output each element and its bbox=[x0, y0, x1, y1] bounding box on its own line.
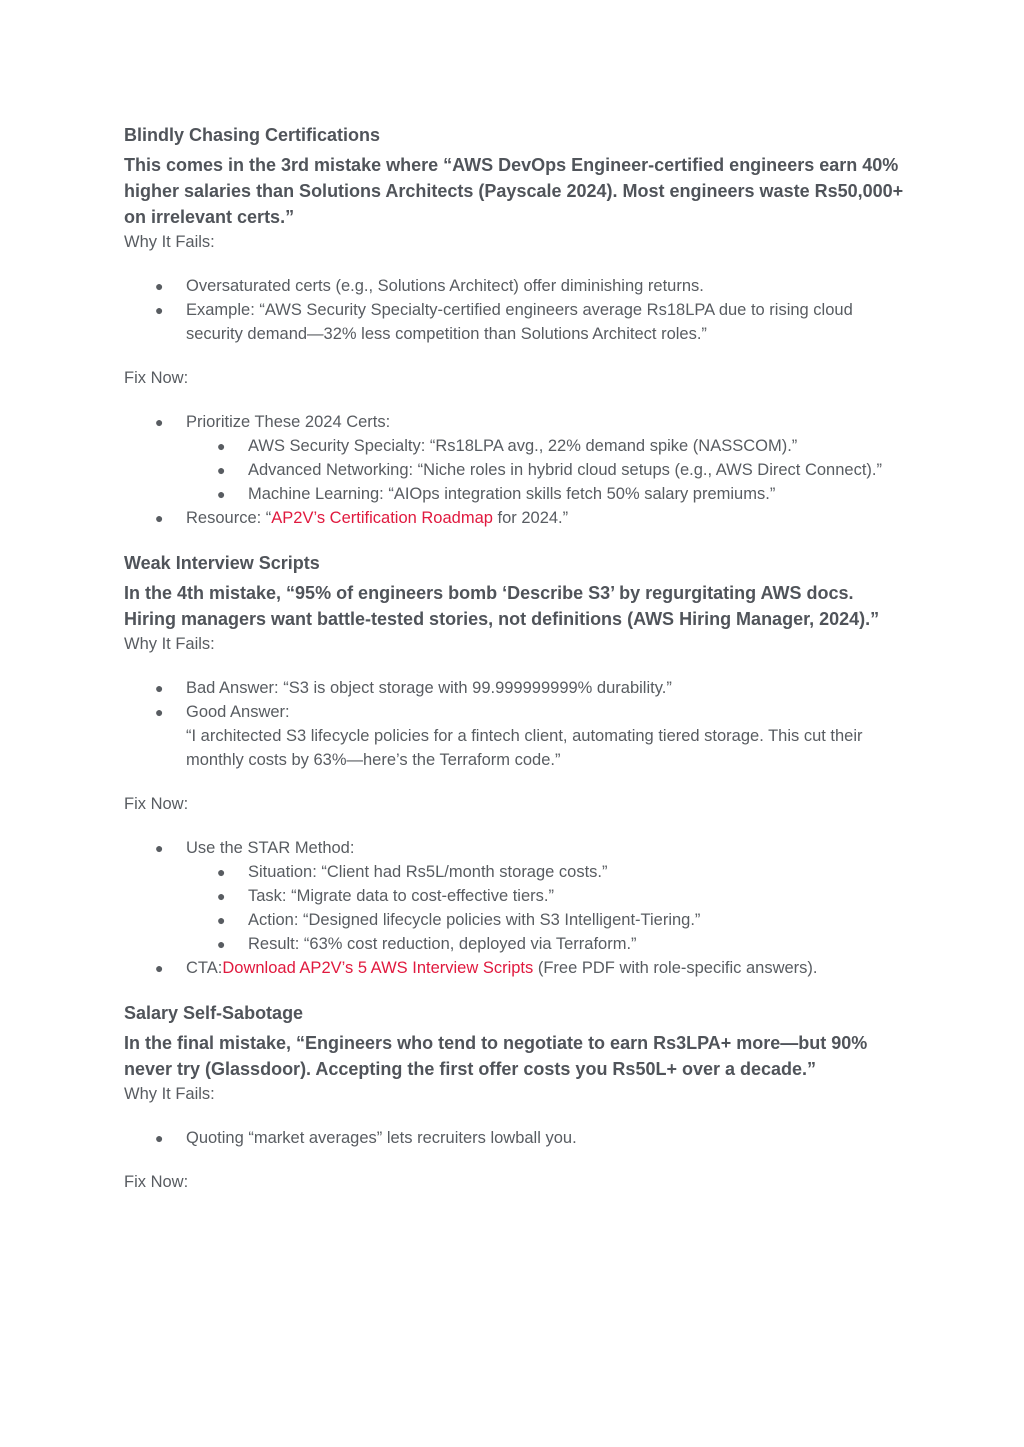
sub-list bbox=[186, 434, 904, 506]
sub-list-item: ● Situation: “Client had Rs5L/month storage costs.” bbox=[186, 860, 904, 884]
bullet-icon: ● bbox=[217, 936, 226, 952]
certification-roadmap-link[interactable]: AP2V’s Certification Roadmap bbox=[271, 509, 493, 527]
bullet-icon: ● bbox=[217, 912, 226, 928]
bullet-icon: ● bbox=[217, 462, 226, 478]
bullet-icon: ● bbox=[217, 888, 226, 904]
section-heading: Salary Self-Sabotage bbox=[124, 1003, 304, 1023]
sub-list-item: ● Action: “Designed lifecycle policies with S3 Intelligent-Tiering.” bbox=[186, 908, 904, 932]
why-list bbox=[124, 274, 904, 346]
fix-label: Fix Now: bbox=[124, 369, 189, 387]
section-heading: Weak Interview Scripts bbox=[124, 553, 320, 573]
interview-scripts-download-link[interactable]: Download AP2V’s 5 AWS Interview Scripts bbox=[222, 959, 534, 977]
fix-list bbox=[124, 410, 904, 530]
why-list bbox=[124, 676, 904, 772]
bullet-icon: ● bbox=[217, 864, 226, 880]
why-label: Why It Fails: bbox=[124, 635, 215, 653]
why-list bbox=[124, 1126, 904, 1150]
bullet-icon: ● bbox=[217, 438, 226, 454]
fix-list bbox=[124, 836, 904, 980]
fix-label: Fix Now: bbox=[124, 795, 189, 813]
list-item: ● Bad Answer: “S3 is object storage with 99.999999999% durability.” bbox=[124, 676, 904, 700]
bullet-icon: ● bbox=[155, 414, 164, 430]
bullet-icon: ● bbox=[155, 1130, 164, 1146]
bullet-icon: ● bbox=[155, 302, 164, 318]
bullet-icon: ● bbox=[155, 840, 164, 856]
sub-list-item: ● Advanced Networking: “Niche roles in hybrid cloud setups (e.g., AWS Direct Connect).” bbox=[186, 458, 904, 482]
list-item: ● CTA:Download AP2V’s 5 AWS Interview Scripts (Free PDF with role-specific answers). bbox=[124, 956, 904, 980]
bullet-icon: ● bbox=[155, 278, 164, 294]
sub-list-item: ● AWS Security Specialty: “Rs18LPA avg., 22% demand spike (NASSCOM).” bbox=[186, 434, 904, 458]
section-lead: In the 4th mistake, “95% of engineers bomb ‘Describe S3’ by regurgitating AWS docs. Hiring managers want battle-tested stories, not definitions (AWS Hiring Manager, 2024).” bbox=[124, 583, 880, 629]
list-item: ● Use the STAR Method: ● Situation: “Client had Rs5L/month storage costs.” ● Task: “Migrate data to cost-effective tiers.” ● Action: “Designed lifecycle policies with S3 Intelligent-Tiering.” ● Result: “63% cost reduction, deployed via Terraform.” bbox=[124, 836, 904, 956]
section-heading: Blindly Chasing Certifications bbox=[124, 125, 381, 145]
list-item: ● Example: “AWS Security Specialty-certified engineers average Rs18LPA due to rising cloud security demand—32% less competition than Solutions Architect roles.” bbox=[124, 298, 904, 346]
list-item: ● Oversaturated certs (e.g., Solutions Architect) offer diminishing returns. bbox=[124, 274, 904, 298]
bullet-icon: ● bbox=[155, 510, 164, 526]
document-page bbox=[124, 122, 904, 1194]
sub-list-item: ● Machine Learning: “AIOps integration skills fetch 50% salary premiums.” bbox=[186, 482, 904, 506]
list-item: ● Prioritize These 2024 Certs: ● AWS Security Specialty: “Rs18LPA avg., 22% demand spike (NASSCOM).” ● Advanced Networking: “Niche roles in hybrid cloud setups (e.g., AWS Direct Connect).” ● Machine Learning: “AIOps integration skills fetch 50% salary premiums.” bbox=[124, 410, 904, 506]
why-label: Why It Fails: bbox=[124, 1085, 215, 1103]
bullet-icon: ● bbox=[155, 960, 164, 976]
section-certifications bbox=[124, 122, 904, 530]
fix-label: Fix Now: bbox=[124, 1173, 189, 1191]
list-item: ● Resource: “AP2V’s Certification Roadmap for 2024.” bbox=[124, 506, 904, 530]
section-lead: In the final mistake, “Engineers who tend to negotiate to earn Rs3LPA+ more—but 90% never try (Glassdoor). Accepting the first offer costs you Rs50L+ over a decade.” bbox=[124, 1033, 868, 1079]
bullet-icon: ● bbox=[155, 680, 164, 696]
sub-list-item: ● Task: “Migrate data to cost-effective tiers.” bbox=[186, 884, 904, 908]
section-interview-scripts bbox=[124, 550, 904, 980]
section-salary-self-sabotage bbox=[124, 1000, 904, 1194]
section-lead: This comes in the 3rd mistake where “AWS DevOps Engineer-certified engineers earn 40% higher salaries than Solutions Architects (Payscale 2024). Most engineers waste Rs50,000+ on irrelevant certs.” bbox=[124, 155, 904, 227]
sub-list-item: ● Result: “63% cost reduction, deployed via Terraform.” bbox=[186, 932, 904, 956]
sub-list bbox=[186, 860, 904, 956]
bullet-icon: ● bbox=[155, 704, 164, 720]
bullet-icon: ● bbox=[217, 486, 226, 502]
list-item: ● Good Answer: “I architected S3 lifecycle policies for a fintech client, automating tiered storage. This cut their monthly costs by 63%—here’s the Terraform code.” bbox=[124, 700, 904, 772]
list-item: ● Quoting “market averages” lets recruiters lowball you. bbox=[124, 1126, 904, 1150]
why-label: Why It Fails: bbox=[124, 233, 215, 251]
